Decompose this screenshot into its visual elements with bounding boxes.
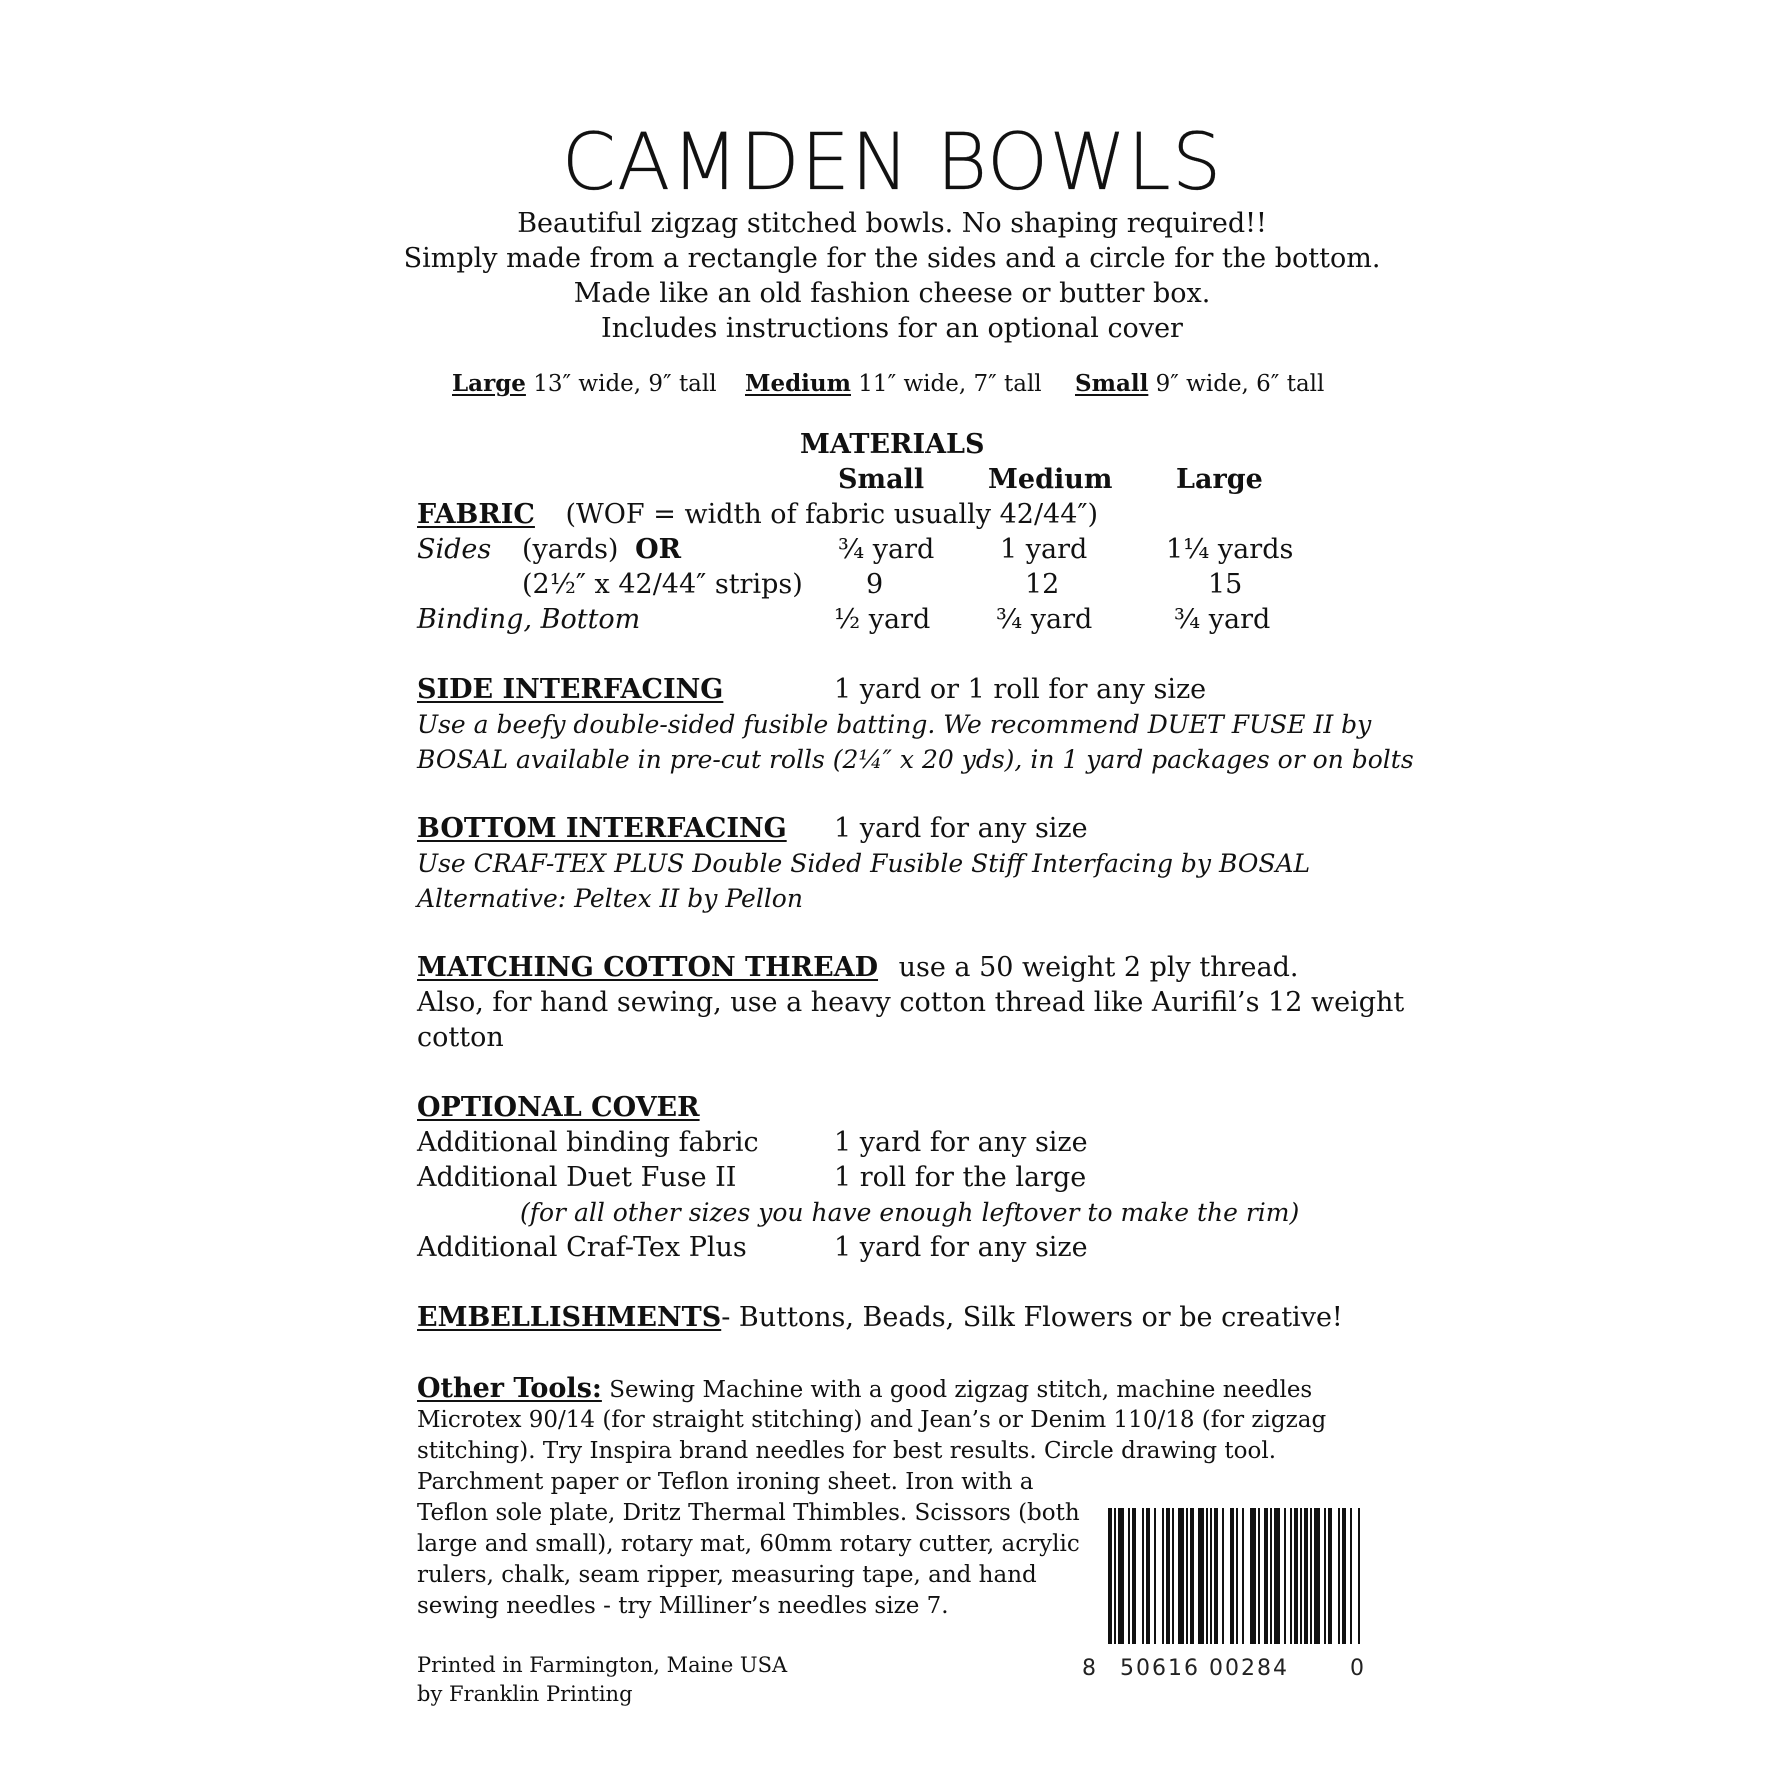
barcode-bar [1190,1508,1194,1644]
strips-medium: 12 [1025,569,1060,600]
embellishments-text: - Buttons, Beads, Silk Flowers or be creative! [721,1302,1343,1333]
barcode-bar [1294,1508,1298,1644]
side-interfacing-note-2: BOSAL available in pre-cut rolls (2¼″ x 20 yds), in 1 yard packages or on bolts [417,745,1414,774]
sides-yards-cell [522,533,681,567]
col-large: Large [1176,464,1263,495]
size-large-value: 13″ wide, 9″ tall [533,371,717,397]
barcode-bar [1230,1508,1234,1644]
intro-line-4: Includes instructions for an optional cover [601,313,1183,344]
barcode-bar [1210,1508,1212,1644]
barcode-bar [1198,1508,1204,1644]
barcode-bar [1128,1508,1130,1644]
barcode-bar [1132,1508,1136,1644]
tools-line-7: rulers, chalk, seam ripper, measuring tape, and hand [417,1562,1037,1588]
cover-amount-2: 1 roll for the large [834,1162,1087,1193]
embellishments-row [417,1301,1343,1335]
fabric-row [417,498,1098,532]
fabric-note: (WOF = width of fabric usually 42/44″) [565,499,1099,530]
size-medium [745,367,1042,401]
size-large-label: Large [452,370,526,397]
barcode-bar [1154,1508,1156,1644]
tools-heading: Other Tools: [417,1373,602,1404]
size-large [452,367,717,401]
tools-line-5: Teflon sole plate, Dritz Thermal Thimbles. Scissors (both [417,1500,1080,1526]
barcode-bar [1350,1508,1352,1644]
barcode-bar [1178,1508,1184,1644]
barcode-bar [1242,1508,1244,1644]
sides-label: Sides [417,534,492,565]
cover-item-3: Additional Craf-Tex Plus [417,1232,747,1263]
barcode-bar [1274,1508,1280,1644]
barcode-bar [1114,1508,1116,1644]
page-title: CAMDEN BOWLS [561,118,1223,208]
barcode-middle-digits: 50616 00284 [1120,1656,1289,1681]
col-medium: Medium [988,464,1113,495]
tools-line-6: large and small), rotary mat, 60mm rotary cutter, acrylic [417,1531,1080,1557]
barcode-bar [1258,1508,1260,1644]
barcode-bar [1186,1508,1188,1644]
bottom-interfacing-note-2: Alternative: Peltex II by Pellon [417,884,803,913]
barcode-bar [1118,1508,1124,1644]
binding-medium: ¾ yard [996,604,1093,635]
embellishments-heading: EMBELLISHMENTS [417,1302,722,1333]
thread-text-1: use a 50 weight 2 ply thread. [898,952,1299,983]
strips-large: 15 [1208,569,1243,600]
sides-medium: 1 yard [1000,534,1088,565]
col-small: Small [838,464,925,495]
barcode-bar [1142,1508,1144,1644]
barcode-bar [1290,1508,1292,1644]
intro-line-3: Made like an old fashion cheese or butter box. [573,278,1211,309]
cover-amount-1: 1 yard for any size [834,1127,1088,1158]
size-small [1075,367,1324,401]
barcode [1108,1508,1362,1644]
barcode-bar [1304,1508,1308,1644]
or-label: OR [635,534,682,565]
intro-line-2: Simply made from a rectangle for the sides and a circle for the bottom. [403,243,1381,274]
cover-note: (for all other sizes you have enough leftover to make the rim) [520,1198,1300,1227]
barcode-bar [1146,1508,1150,1644]
tools-line-8: sewing needles - try Milliner’s needles size 7. [417,1593,949,1619]
barcode-bar [1328,1508,1332,1644]
cover-heading: OPTIONAL COVER [417,1092,700,1123]
barcode-bar [1214,1508,1218,1644]
sides-yards-label: (yards) [522,534,619,565]
cover-item-2: Additional Duet Fuse II [417,1162,737,1193]
side-interfacing-note-1: Use a beefy double-sided fusible batting. We recommend DUET FUSE II by [417,710,1372,739]
barcode-first-digit: 8 [1082,1656,1098,1681]
size-medium-label: Medium [745,370,851,397]
bottom-interfacing-heading: BOTTOM INTERFACING [417,813,787,844]
barcode-bar [1162,1508,1164,1644]
barcode-last-digit: 0 [1350,1656,1366,1681]
bottom-interfacing-amount: 1 yard for any size [834,813,1088,844]
printed-line-1: Printed in Farmington, Maine USA [417,1653,788,1677]
size-small-label: Small [1075,370,1149,397]
materials-heading: MATERIALS [800,429,985,460]
barcode-bar [1284,1508,1286,1644]
barcode-bar [1172,1508,1174,1644]
barcode-bar [1250,1508,1256,1644]
barcode-bar [1108,1508,1112,1644]
tools-text-1: Sewing Machine with a good zigzag stitch, machine needles [609,1377,1313,1403]
barcode-bar [1358,1508,1360,1644]
fabric-label: FABRIC [417,499,535,530]
barcode-bar [1264,1508,1268,1644]
barcode-bar [1300,1508,1302,1644]
barcode-bar [1314,1508,1320,1644]
tools-line-1 [417,1372,1312,1407]
sides-large: 1¼ yards [1166,534,1294,565]
barcode-bar [1236,1508,1238,1644]
tools-line-3: stitching). Try Inspira brand needles for best results. Circle drawing tool. [417,1438,1277,1464]
sides-small: ¾ yard [838,534,935,565]
thread-text-2: Also, for hand sewing, use a heavy cotton thread like Aurifil’s 12 weight [417,987,1405,1018]
thread-heading: MATCHING COTTON THREAD [417,952,879,983]
barcode-bar [1342,1508,1346,1644]
intro-line-1: Beautiful zigzag stitched bowls. No shaping required!! [517,208,1267,239]
barcode-bar [1338,1508,1340,1644]
strips-label: (2½″ x 42/44″ strips) [522,569,803,600]
thread-text-3: cotton [417,1022,504,1053]
size-medium-value: 11″ wide, 7″ tall [858,371,1042,397]
side-interfacing-heading: SIDE INTERFACING [417,674,724,705]
barcode-bar [1310,1508,1312,1644]
barcode-bar [1166,1508,1170,1644]
cover-amount-3: 1 yard for any size [834,1232,1088,1263]
binding-large: ¾ yard [1174,604,1271,635]
barcode-bar [1324,1508,1326,1644]
thread-row [417,951,1298,985]
tools-line-2: Microtex 90/14 (for straight stitching) and Jean’s or Denim 110/18 (for zigzag [417,1407,1327,1433]
strips-small: 9 [866,569,884,600]
tools-line-4: Parchment paper or Teflon ironing sheet. Iron with a [417,1469,1034,1495]
bottom-interfacing-note-1: Use CRAF-TEX PLUS Double Sided Fusible Stiff Interfacing by BOSAL [417,849,1311,878]
barcode-bar [1270,1508,1272,1644]
cover-item-1: Additional binding fabric [417,1127,759,1158]
binding-label: Binding, Bottom [417,604,641,635]
printed-line-2: by Franklin Printing [417,1682,633,1706]
barcode-bar [1206,1508,1208,1644]
binding-small: ½ yard [834,604,931,635]
size-small-value: 9″ wide, 6″ tall [1155,371,1325,397]
barcode-bar [1222,1508,1224,1644]
side-interfacing-amount: 1 yard or 1 roll for any size [834,674,1207,705]
